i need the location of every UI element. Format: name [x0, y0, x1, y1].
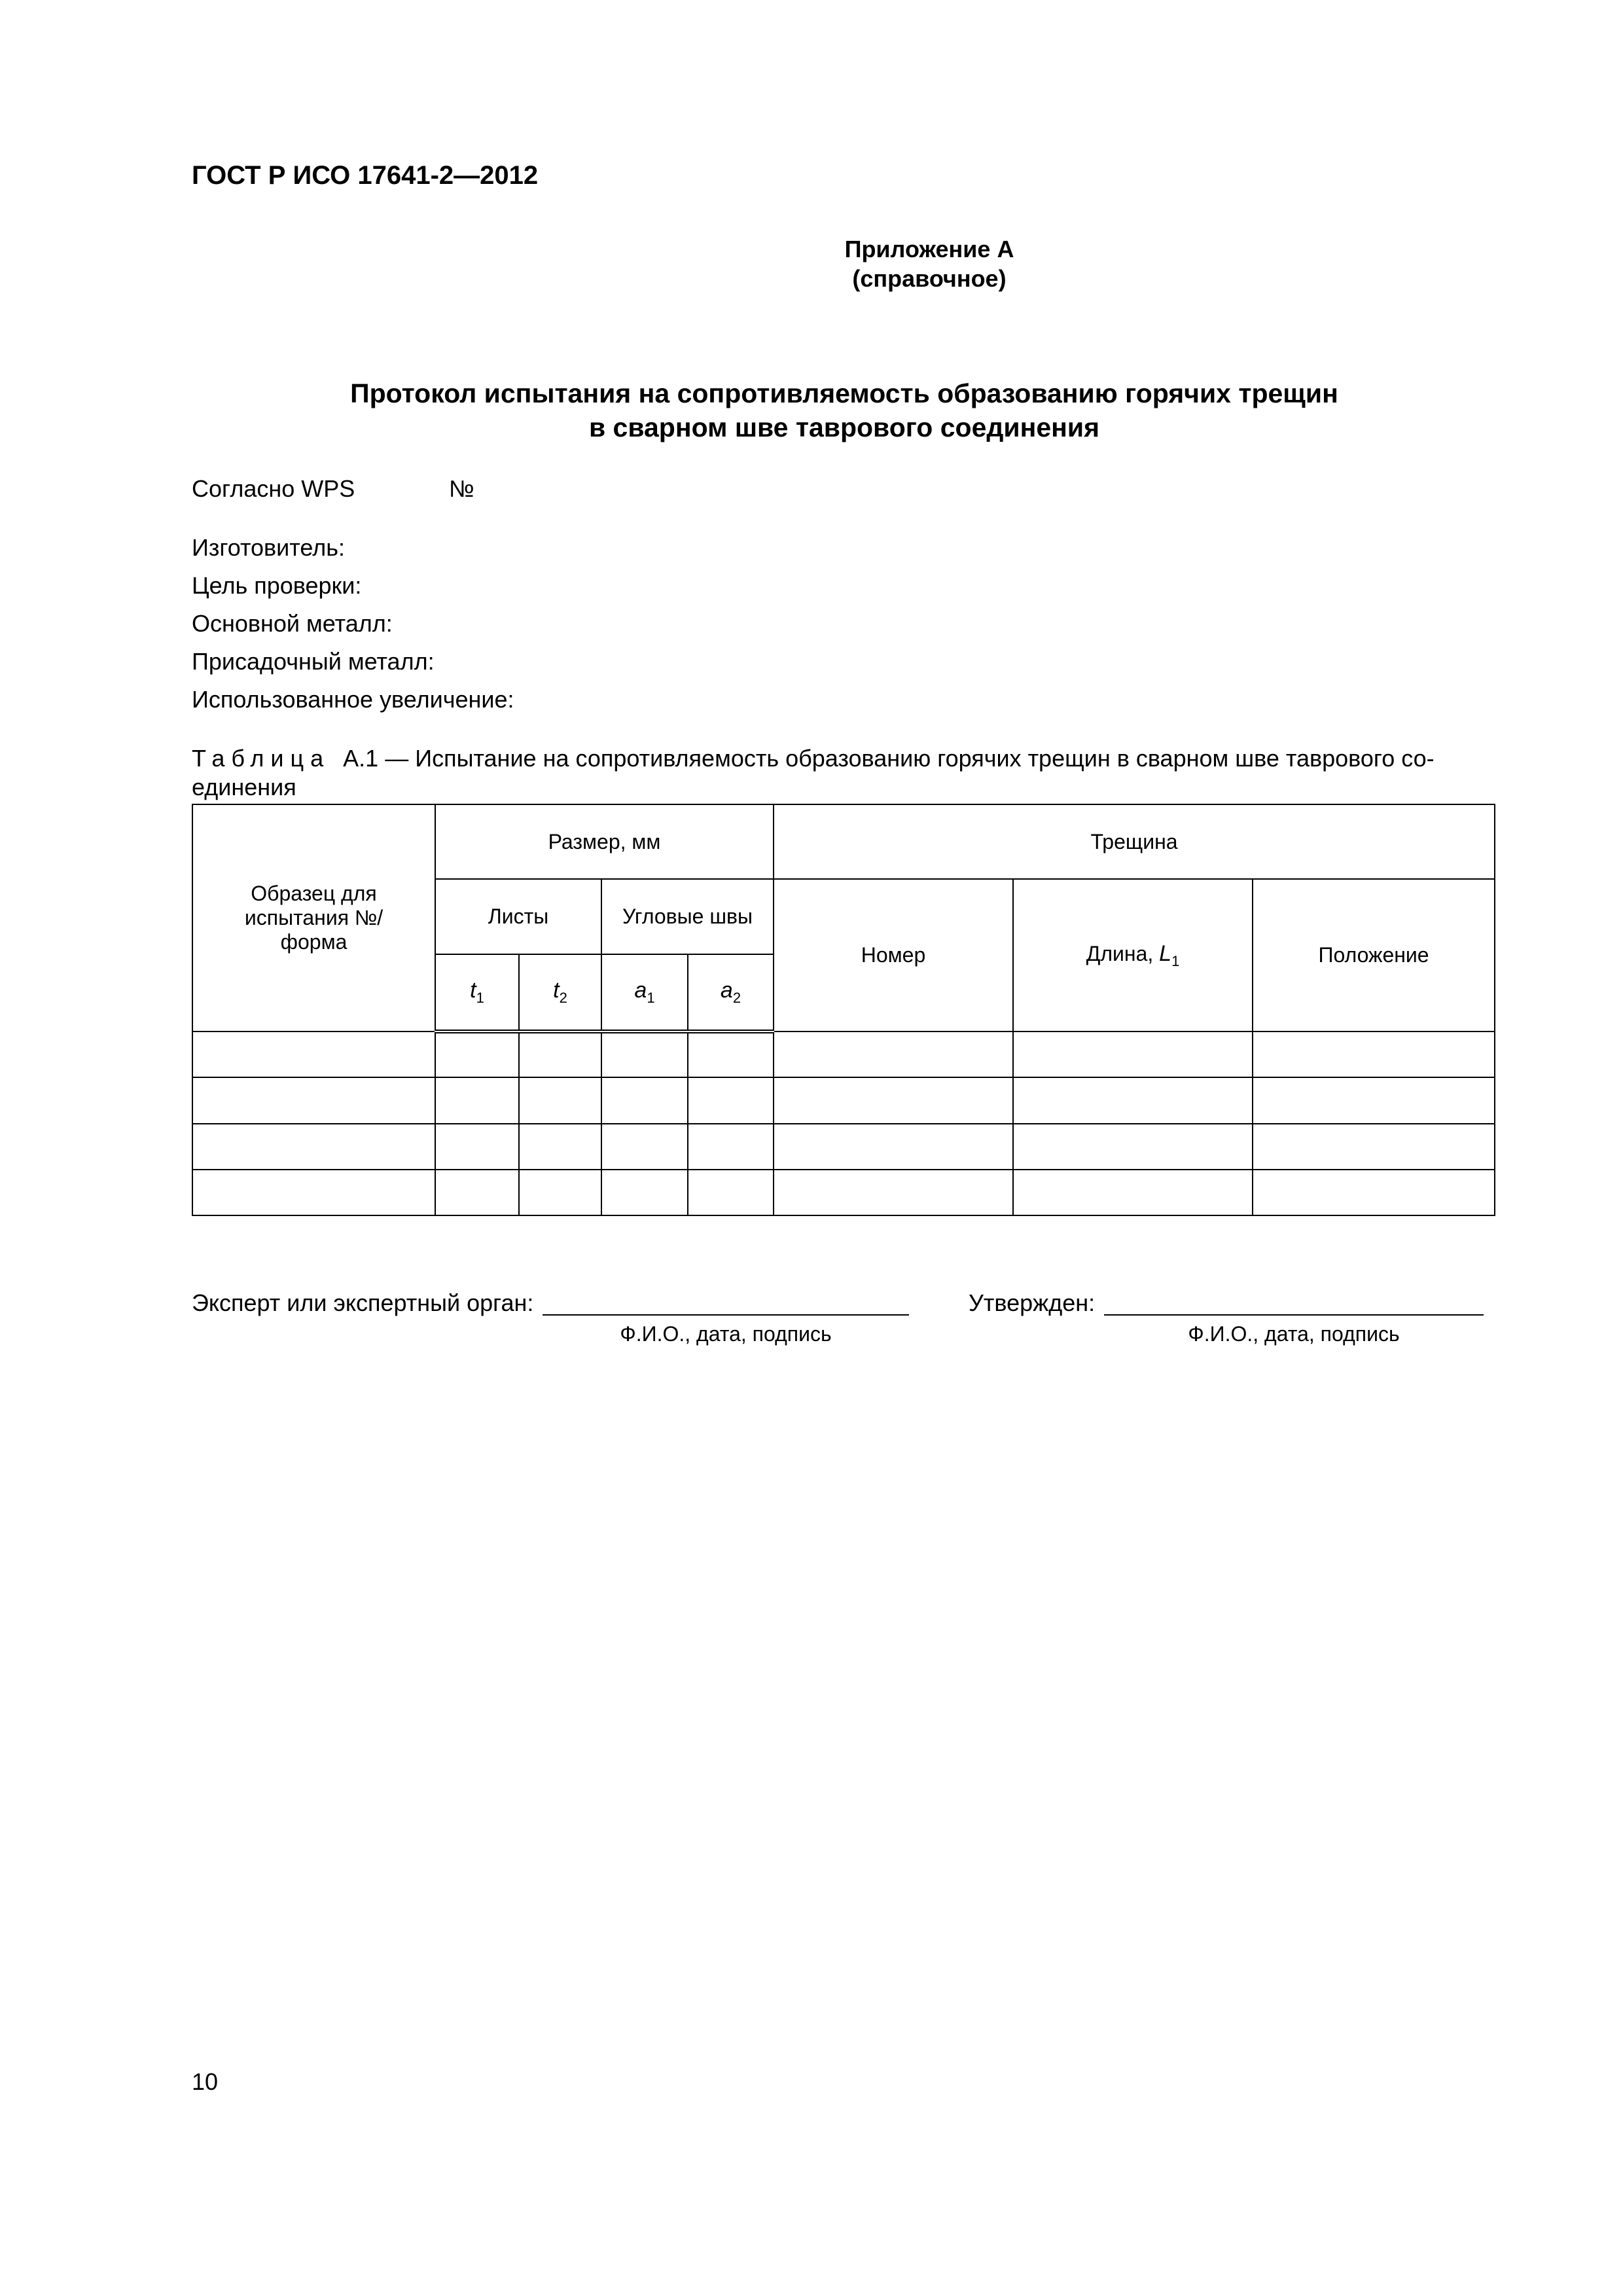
header-t1: $t_1$ — [435, 954, 519, 1031]
table-cell — [688, 1124, 774, 1170]
table-cell — [774, 1031, 1013, 1077]
table-row — [192, 1031, 1495, 1077]
header-a2: $a_2$ — [688, 954, 774, 1031]
appendix-title: Приложение А — [844, 236, 1014, 262]
magnification-label: Использованное увеличение: — [192, 686, 514, 713]
header-t2: $t_2$ — [519, 954, 601, 1031]
table-caption-text: А.1 — Испытание на сопротивляемость образованию горячих трещин в сварном шве таврового со-единения — [192, 745, 1435, 800]
appendix-note: (справочное) — [852, 265, 1007, 292]
table-cell — [1253, 1031, 1495, 1077]
header-fillet-welds: Угловые швы — [601, 879, 774, 954]
approved-signature-label: Утвержден: — [969, 1289, 1096, 1316]
table-cell — [774, 1170, 1013, 1215]
header-size: Размер, мм — [435, 804, 774, 879]
header-plates: Листы — [435, 879, 601, 954]
filler-metal-label: Присадочный металл: — [192, 648, 435, 675]
header-length-symbol: $L_1$ — [1159, 941, 1180, 969]
expert-signature-hint: Ф.И.О., дата, подпись — [620, 1322, 832, 1346]
header-a1: $a_1$ — [601, 954, 688, 1031]
table-row — [192, 1170, 1495, 1215]
table-cell — [1013, 1031, 1253, 1077]
table-cell — [601, 1031, 688, 1077]
table-cell — [601, 1124, 688, 1170]
approved-signature-hint: Ф.И.О., дата, подпись — [1188, 1322, 1400, 1346]
base-metal-label: Основной металл: — [192, 610, 393, 637]
header-number: Номер — [774, 879, 1013, 1031]
header-length-label: Длина, — [1086, 941, 1154, 965]
approved-signature-line — [1104, 1314, 1484, 1316]
table-caption — [192, 744, 1494, 802]
table-cell — [688, 1170, 774, 1215]
document-title-line1: Протокол испытания на сопротивляемость образованию горячих трещин — [350, 378, 1338, 408]
wps-number: № — [449, 475, 474, 502]
table-cell — [601, 1170, 688, 1215]
table-cell — [192, 1170, 435, 1215]
table-cell — [519, 1031, 601, 1077]
standard-code: ГОСТ Р ИСО 17641-2—2012 — [192, 161, 539, 190]
table-cell — [1253, 1124, 1495, 1170]
wps-label: Согласно WPS — [192, 475, 355, 502]
table-cell — [435, 1170, 519, 1215]
header-crack: Трещина — [774, 804, 1495, 879]
table-cell — [601, 1077, 688, 1123]
table-cell — [519, 1124, 601, 1170]
expert-signature-label: Эксперт или экспертный орган: — [192, 1289, 534, 1316]
table-cell — [192, 1031, 435, 1077]
test-results-table — [192, 804, 1495, 1216]
table-cell — [1013, 1077, 1253, 1123]
table-row — [192, 1124, 1495, 1170]
table-cell — [435, 1031, 519, 1077]
table-cell — [688, 1077, 774, 1123]
table-cell — [519, 1170, 601, 1215]
table-cell — [192, 1077, 435, 1123]
table-cell — [1253, 1077, 1495, 1123]
table-cell — [1013, 1170, 1253, 1215]
manufacturer-label: Изготовитель: — [192, 534, 345, 561]
expert-signature-line — [543, 1314, 909, 1316]
table-cell — [774, 1077, 1013, 1123]
purpose-label: Цель проверки: — [192, 572, 362, 599]
table-caption-prefix: Таблица — [192, 745, 330, 772]
header-specimen: Образец для испытания №/форма — [192, 804, 435, 1031]
table-cell — [192, 1124, 435, 1170]
table-cell — [1253, 1170, 1495, 1215]
document-title-line2: в сварном шве таврового соединения — [588, 412, 1100, 442]
page-number: 10 — [192, 2068, 219, 2095]
header-length — [1013, 879, 1253, 1031]
header-position: Положение — [1253, 879, 1495, 1031]
table-cell — [688, 1031, 774, 1077]
table-cell — [774, 1124, 1013, 1170]
table-row — [192, 1077, 1495, 1123]
table-cell — [1013, 1124, 1253, 1170]
table-cell — [435, 1124, 519, 1170]
table-cell — [435, 1077, 519, 1123]
table-cell — [519, 1077, 601, 1123]
